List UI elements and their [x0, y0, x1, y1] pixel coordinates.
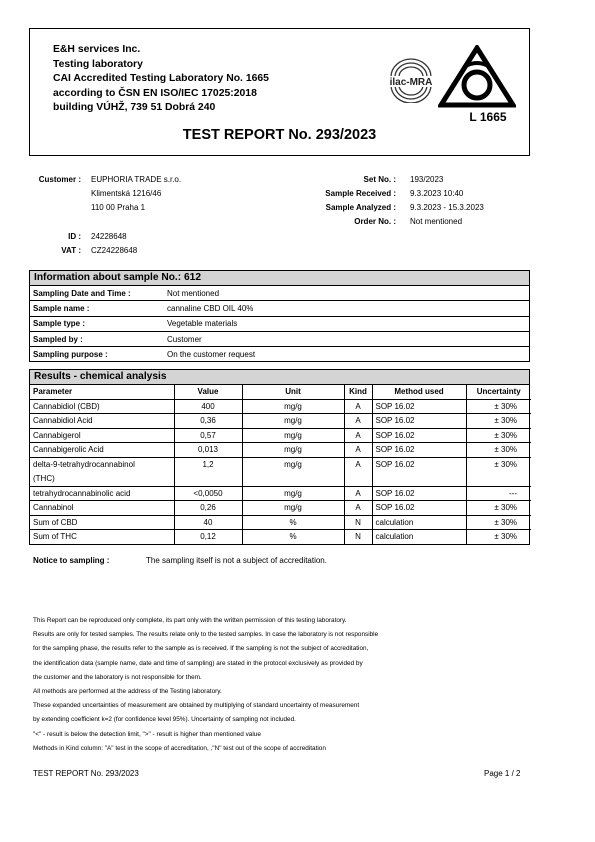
fine-print-line: by extending coefficient k=2 (for confidence level 95%). Uncertainty of sampling not included. — [33, 716, 296, 724]
cell-uncertainty: ± 30% — [466, 530, 531, 544]
order-no-value: Not mentioned — [410, 217, 463, 226]
order-no-label: Order No. : — [354, 217, 396, 226]
cai-logo-icon — [438, 45, 516, 123]
cell-parameter: Sum of THC — [30, 530, 174, 544]
fine-print-line: This Report can be reproduced only complete, its part only with the written permission of this testing laboratory. — [33, 617, 347, 624]
cell-parameter-line2: (THC) — [33, 473, 55, 483]
sample-name-value: cannaline CBD OIL 40% — [167, 303, 254, 313]
sample-type-value: Vegetable materials — [167, 319, 238, 329]
set-no-value: 193/2023 — [410, 175, 444, 184]
sample-received-value: 9.3.2023 10:40 — [410, 189, 464, 198]
table-row — [30, 530, 531, 544]
col-header-parameter: Parameter — [30, 385, 174, 399]
cell-method: SOP 16.02 — [372, 399, 466, 414]
fine-print-line: the customer and the laboratory is not responsible for them. — [33, 673, 202, 681]
cell-uncertainty: ± 30% — [466, 428, 531, 443]
results-section — [29, 369, 530, 545]
lab-name: E&H services Inc. — [53, 44, 141, 55]
cell-method: SOP 16.02 — [372, 443, 466, 458]
cell-value: 0,013 — [174, 443, 242, 458]
cell-kind: A — [344, 428, 372, 443]
cell-method: calculation — [372, 530, 466, 544]
lab-address-block — [53, 43, 269, 116]
sampling-purpose-value: On the customer request — [167, 349, 256, 359]
cell-value: 0,12 — [174, 530, 242, 544]
id-value: 24228648 — [91, 232, 127, 241]
notice-text: The sampling itself is not a subject of accreditation. — [146, 556, 327, 565]
sample-received-label: Sample Received : — [325, 189, 396, 198]
cell-value: 0,57 — [174, 428, 242, 443]
cell-parameter: Cannabidiol Acid — [30, 414, 174, 429]
sampling-purpose-label: Sampling purpose : — [33, 349, 108, 359]
vat-value: CZ24228648 — [91, 246, 138, 255]
cell-unit: mg/g — [242, 486, 344, 501]
table-row — [30, 414, 531, 429]
table-row — [30, 399, 531, 414]
cell-unit: mg/g — [242, 457, 344, 486]
table-header-row — [30, 385, 531, 399]
table-row — [30, 486, 531, 501]
sample-type-label: Sample type : — [33, 319, 86, 329]
cell-uncertainty: ± 30% — [466, 515, 531, 530]
set-no-label: Set No. : — [363, 175, 396, 184]
lab-address: building VÚHŽ, 739 51 Dobrá 240 — [53, 102, 216, 113]
fine-print-line: Methods in Kind column: "A" test in the scope of accreditation, ,"N" test out of the scope of accreditation — [33, 744, 326, 752]
customer-street: Klimentská 1216/46 — [91, 189, 162, 199]
col-header-method: Method used — [372, 385, 466, 399]
lab-standard: according to ČSN EN ISO/IEC 17025:2018 — [53, 87, 257, 99]
cell-parameter: Cannabigerol — [30, 428, 174, 443]
fine-print-line: "<" - result is below the detection limit, ">" - result is higher than mentioned value — [33, 730, 261, 738]
fine-print — [33, 614, 513, 756]
table-row — [30, 501, 531, 516]
customer-address — [91, 173, 181, 216]
customer-name: EUPHORIA TRADE s.r.o. — [91, 175, 182, 184]
cell-kind: A — [344, 414, 372, 429]
cell-parameter — [30, 457, 174, 486]
fine-print-line: Results are only for tested samples. The results relate only to the tested samples. In case the laboratory is not responsible — [33, 631, 379, 639]
table-row — [30, 515, 531, 530]
table-row — [30, 286, 529, 301]
cell-unit: mg/g — [242, 443, 344, 458]
fine-print-line: for the sampling phase, the results refer to the sample as is received. If the sampling is not the subject of accreditation, — [33, 645, 369, 653]
sample-analyzed-label: Sample Analyzed : — [325, 203, 396, 212]
cell-method: SOP 16.02 — [372, 457, 466, 486]
table-row — [30, 347, 529, 362]
cell-method: SOP 16.02 — [372, 486, 466, 501]
cell-value: 0,26 — [174, 501, 242, 516]
customer-city: 110 00 Praha 1 — [91, 203, 146, 213]
cell-unit: mg/g — [242, 414, 344, 429]
cell-parameter: Cannabidiol (CBD) — [30, 399, 174, 414]
cell-method: SOP 16.02 — [372, 501, 466, 516]
cell-unit: mg/g — [242, 501, 344, 516]
lab-accreditation: CAI Accredited Testing Laboratory No. 1665 — [53, 73, 269, 84]
cai-number-text: L 1665 — [469, 110, 507, 123]
cell-value: 0,36 — [174, 414, 242, 429]
notice-label: Notice to sampling : — [33, 556, 110, 565]
cell-kind: A — [344, 457, 372, 486]
cell-uncertainty: ± 30% — [466, 399, 531, 414]
cell-uncertainty: ± 30% — [466, 501, 531, 516]
sample-name-label: Sample name : — [33, 303, 90, 313]
cell-parameter: Cannabigerolic Acid — [30, 443, 174, 458]
results-title: Results - chemical analysis — [30, 370, 529, 385]
table-row — [30, 316, 529, 331]
cell-unit: % — [242, 515, 344, 530]
cell-value: 40 — [174, 515, 242, 530]
cell-kind: A — [344, 399, 372, 414]
sample-analyzed-value: 9.3.2023 - 15.3.2023 — [410, 203, 484, 212]
sampled-by-label: Sampled by : — [33, 334, 83, 344]
id-label: ID : — [68, 232, 81, 241]
sample-info-section — [29, 270, 530, 362]
cell-uncertainty: ± 30% — [466, 443, 531, 458]
cell-kind: N — [344, 530, 372, 544]
results-table — [30, 385, 531, 544]
notice-to-sampling — [33, 556, 327, 565]
fine-print-line: These expanded uncertainties of measurement are obtained by multiplying of standard uncertainty of measurement — [33, 702, 360, 710]
ilac-mra-logo-icon — [383, 55, 439, 103]
vat-label: VAT : — [61, 246, 81, 255]
cell-unit: mg/g — [242, 428, 344, 443]
ilac-mra-text: ilac-MRA — [389, 77, 433, 88]
cell-uncertainty: ± 30% — [466, 414, 531, 429]
cell-parameter-line1: delta-9-tetrahydrocannabinol — [33, 459, 135, 469]
table-row — [30, 457, 531, 486]
sampling-date-label: Sampling Date and Time : — [33, 288, 131, 298]
footer-page-number: Page 1 / 2 — [484, 769, 521, 778]
cell-unit: % — [242, 530, 344, 544]
cell-uncertainty: ± 30% — [466, 457, 531, 486]
cell-kind: A — [344, 443, 372, 458]
sampled-by-value: Customer — [167, 334, 202, 344]
cell-parameter: Sum of CBD — [30, 515, 174, 530]
footer-report-number: TEST REPORT No. 293/2023 — [33, 769, 139, 778]
cell-method: SOP 16.02 — [372, 414, 466, 429]
cell-method: SOP 16.02 — [372, 428, 466, 443]
cell-value: <0,0050 — [174, 486, 242, 501]
fine-print-line: All methods are performed at the address of the Testing laboratory. — [33, 688, 222, 696]
sampling-date-value: Not mentioned — [167, 288, 220, 298]
lab-type: Testing laboratory — [53, 58, 143, 70]
sample-info-table — [30, 286, 529, 361]
table-row — [30, 301, 529, 316]
cell-kind: A — [344, 501, 372, 516]
col-header-unit: Unit — [242, 385, 344, 399]
col-header-kind: Kind — [344, 385, 372, 399]
report-title: TEST REPORT No. 293/2023 — [182, 127, 377, 143]
customer-label: Customer : — [38, 175, 81, 184]
table-row — [30, 443, 531, 458]
cell-kind: N — [344, 515, 372, 530]
cell-method: calculation — [372, 515, 466, 530]
cell-unit: mg/g — [242, 399, 344, 414]
cell-value: 400 — [174, 399, 242, 414]
cell-kind: A — [344, 486, 372, 501]
cell-parameter: Cannabinol — [30, 501, 174, 516]
table-row — [30, 428, 531, 443]
cell-value: 1,2 — [174, 457, 242, 486]
cell-uncertainty: --- — [466, 486, 531, 501]
fine-print-line: the identification data (sample name, date and time of sampling) are stated in the protocol exclusively as provided by — [33, 659, 363, 667]
col-header-value: Value — [174, 385, 242, 399]
table-row — [30, 331, 529, 346]
sample-info-title: Information about sample No.: 612 — [30, 271, 529, 286]
col-header-uncertainty: Uncertainty — [466, 385, 531, 399]
cell-parameter: tetrahydrocannabinolic acid — [30, 486, 174, 501]
